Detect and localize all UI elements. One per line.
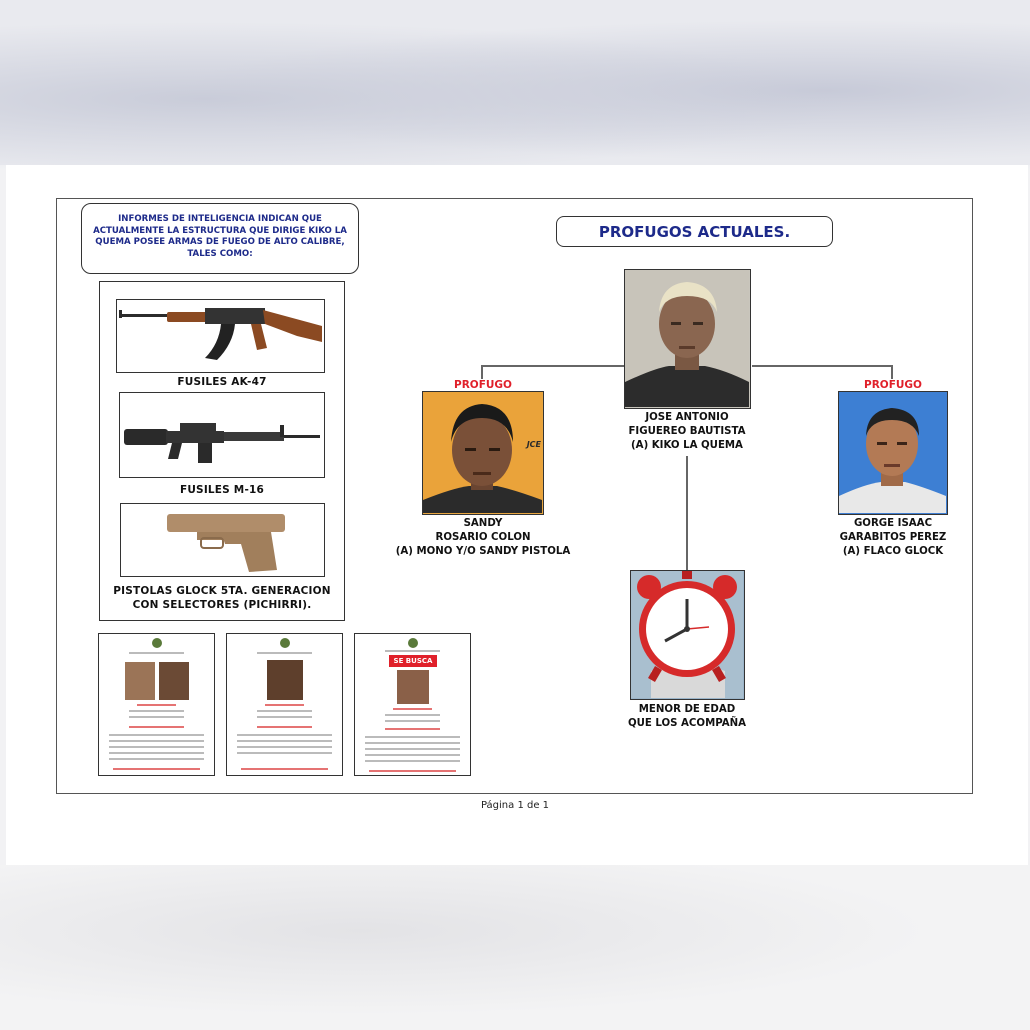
left-status-label: PROFUGO xyxy=(454,379,512,391)
connector-down-vertical xyxy=(686,456,688,570)
left-person-photo xyxy=(422,391,544,515)
minor-label-line1: MENOR DE EDAD xyxy=(638,704,736,715)
minor-label-line2: QUE LOS ACOMPAÑA xyxy=(627,718,747,729)
right-person-alias: (A) FLACO GLOCK xyxy=(842,546,944,557)
glock-caption-line1: PISTOLAS GLOCK 5TA. GENERACION xyxy=(113,585,331,597)
left-person-name-line2: ROSARIO COLON xyxy=(435,532,531,543)
person-portrait-icon xyxy=(625,270,749,407)
right-person-name-line2: GARABITOS PEREZ xyxy=(839,532,947,543)
page-number: Página 1 de 1 xyxy=(480,800,550,811)
intelligence-note: INFORMES DE INTELIGENCIA INDICAN QUE ACTUALMENTE LA ESTRUCTURA QUE DIRIGE KIKO LA QUEMA POSEE ARMAS DE FUEGO DE ALTO CALIBRE, TALES COMO: xyxy=(81,203,359,274)
leader-photo xyxy=(624,269,751,409)
right-person-name-line1: GORGE ISAAC xyxy=(853,518,933,529)
ak47-image xyxy=(116,299,325,373)
glock-image xyxy=(120,503,325,577)
connector-left-vertical xyxy=(481,365,483,379)
blurred-background-bottom xyxy=(0,865,1030,1030)
connector-right-horizontal xyxy=(752,365,892,367)
wanted-poster-1 xyxy=(98,633,215,776)
leader-name-line1: JOSE ANTONIO xyxy=(645,412,729,423)
m16-image xyxy=(119,392,325,478)
se-busca-badge: SE BUSCA xyxy=(389,655,437,667)
connector-left-horizontal xyxy=(481,365,624,367)
connector-right-vertical xyxy=(891,365,893,379)
m16-icon xyxy=(120,393,323,476)
left-person-name-line1: SANDY xyxy=(463,518,503,529)
ak47-icon xyxy=(117,300,323,371)
glock-icon xyxy=(121,504,323,575)
jce-badge: JCE xyxy=(526,440,541,449)
blurred-background-top xyxy=(0,0,1030,165)
page-title: PROFUGOS ACTUALES. xyxy=(556,216,833,247)
person-portrait-icon xyxy=(423,392,542,513)
glock-caption-line2: CON SELECTORES (PICHIRRI). xyxy=(132,599,312,611)
m16-caption: FUSILES M-16 xyxy=(179,484,265,496)
minor-photo xyxy=(630,570,745,700)
ak47-caption: FUSILES AK-47 xyxy=(177,376,267,388)
wanted-poster-2 xyxy=(226,633,343,776)
person-portrait-icon xyxy=(839,392,946,513)
wanted-poster-3 xyxy=(354,633,471,776)
right-status-label: PROFUGO xyxy=(864,379,922,391)
leader-name-line2: FIGUEREO BAUTISTA xyxy=(628,426,746,437)
right-person-photo xyxy=(838,391,948,515)
left-person-alias: (A) MONO Y/O SANDY PISTOLA xyxy=(395,546,571,557)
leader-alias: (A) KIKO LA QUEMA xyxy=(631,440,743,451)
alarm-clock-icon xyxy=(631,571,743,698)
